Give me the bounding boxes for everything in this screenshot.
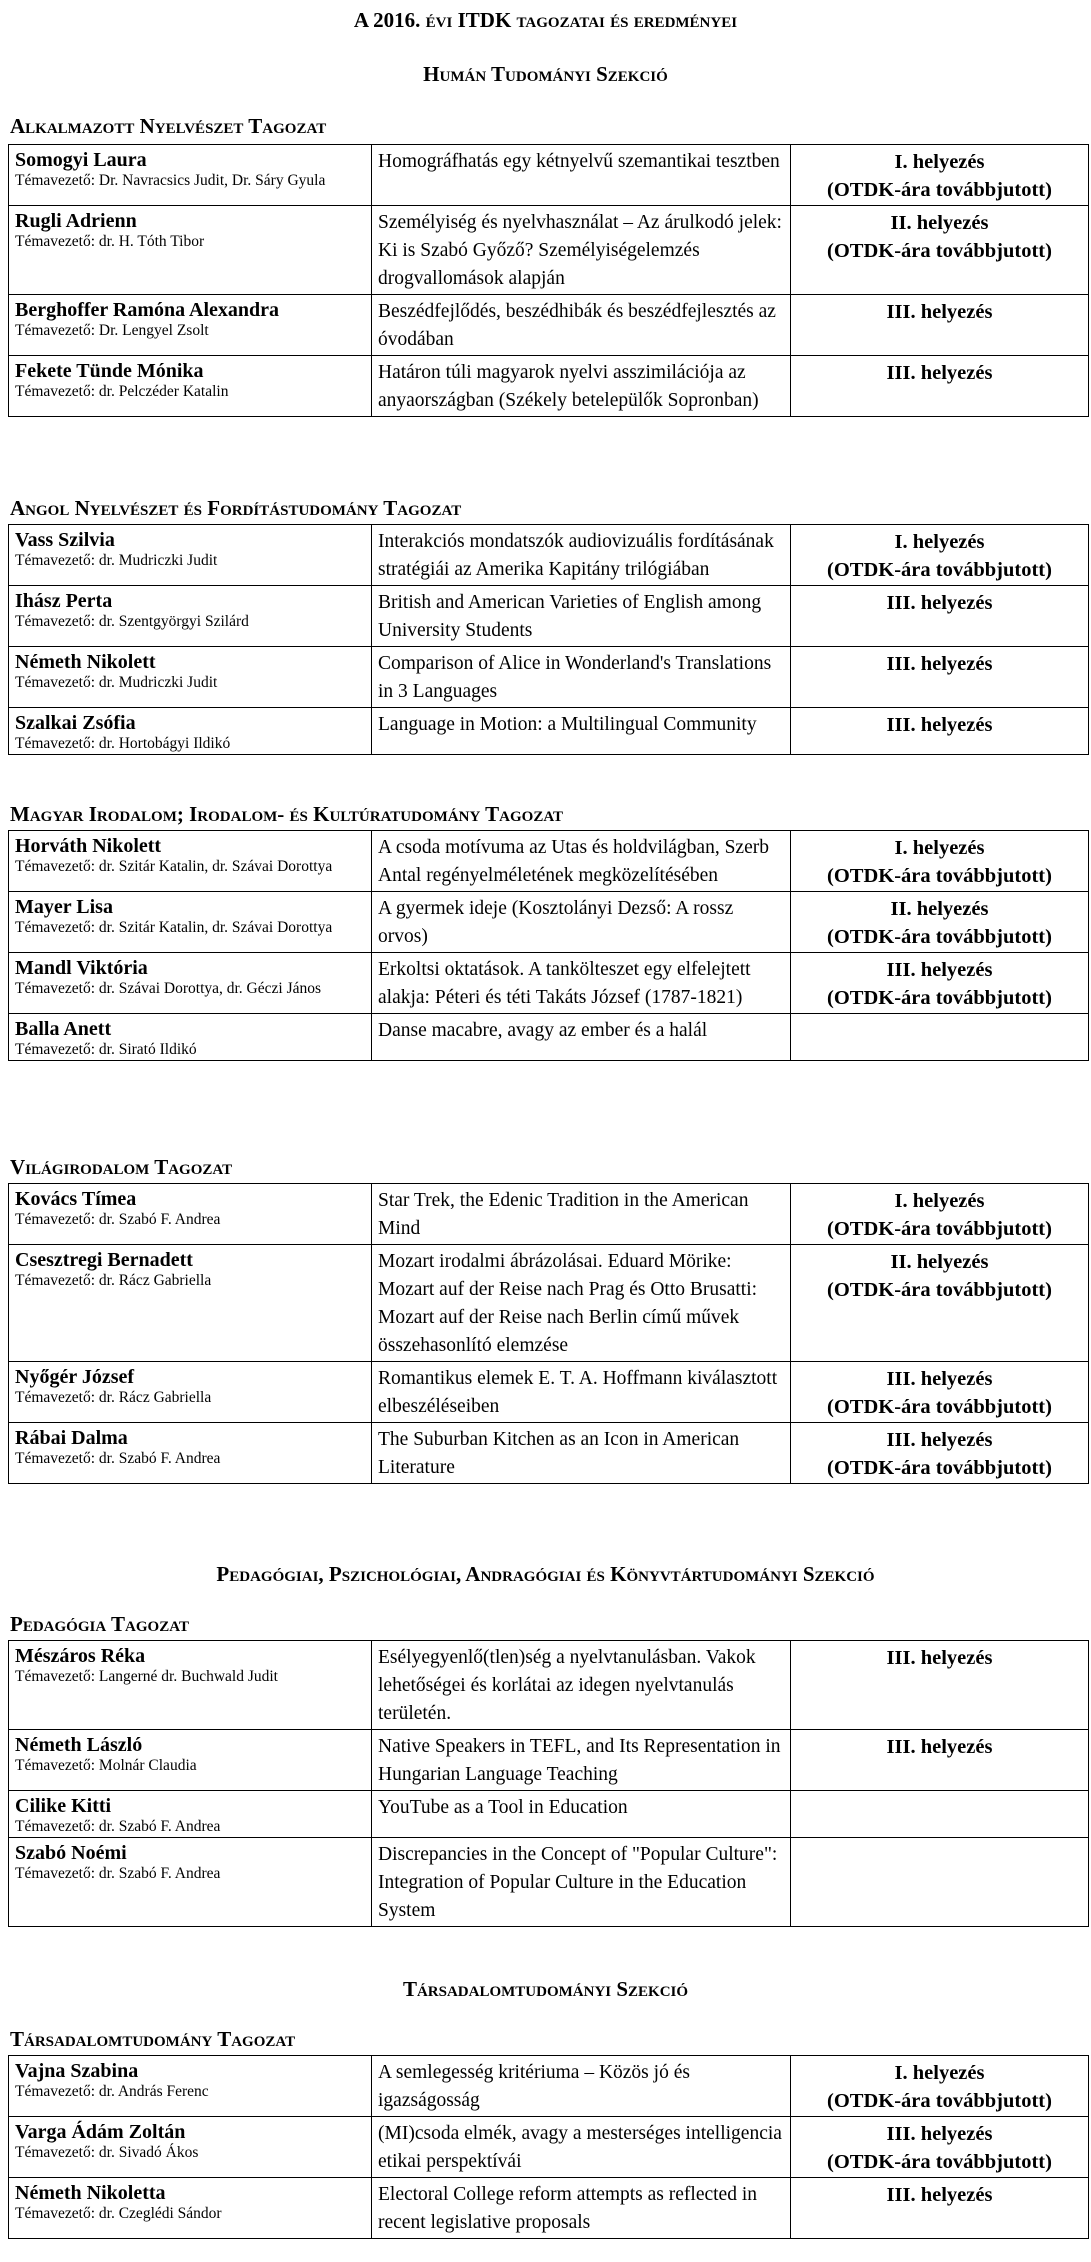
supervisor-text: Témavezető: dr. Szentgyörgyi Szilárd bbox=[15, 613, 249, 630]
otdk-note: (OTDK-ára továbbjutott) bbox=[827, 179, 1052, 201]
placement-text: III. helyezés bbox=[886, 362, 993, 384]
thesis-title: Star Trek, the Edenic Tradition in the American Mind bbox=[372, 1184, 791, 1245]
thesis-title: Language in Motion: a Multilingual Community bbox=[372, 708, 791, 755]
student-cell bbox=[9, 525, 372, 586]
student-name: Horváth Nikolett bbox=[15, 835, 162, 857]
table-row bbox=[9, 1184, 1089, 1245]
otdk-note: (OTDK-ára továbbjutott) bbox=[827, 1457, 1052, 1479]
result-cell bbox=[791, 1730, 1089, 1791]
thesis-title: Romantikus elemek E. T. A. Hoffmann kiválasztott elbeszéléseiben bbox=[372, 1362, 791, 1423]
student-name: Rábai Dalma bbox=[15, 1427, 128, 1449]
result-cell bbox=[791, 1014, 1089, 1061]
result-cell bbox=[791, 1423, 1089, 1484]
student-name: Mayer Lisa bbox=[15, 896, 113, 918]
otdk-note: (OTDK-ára továbbjutott) bbox=[827, 1218, 1052, 1240]
student-cell bbox=[9, 1184, 372, 1245]
placement-text: III. helyezés bbox=[886, 1429, 993, 1451]
results-table-hungarian-literature bbox=[8, 830, 1089, 1061]
student-cell bbox=[9, 1014, 372, 1061]
division-heading-social-science: Társadalomtudomány Tagozat bbox=[10, 2027, 296, 2051]
thesis-title: Esélyegyenlő(tlen)ség a nyelvtanulásban. Vakok lehetőségei és korlátai az idegen nyelvtanulás területén. bbox=[372, 1641, 791, 1730]
placement-text: I. helyezés bbox=[894, 151, 985, 173]
table-row bbox=[9, 525, 1089, 586]
section-heading-social: Társadalomtudományi Szekció bbox=[402, 1977, 689, 2001]
result-cell bbox=[791, 892, 1089, 953]
supervisor-text: Témavezető: dr. Szabó F. Andrea bbox=[15, 1211, 221, 1228]
result-cell bbox=[791, 953, 1089, 1014]
placement-text: III. helyezés bbox=[886, 653, 993, 675]
supervisor-text: Témavezető: dr. Szitár Katalin, dr. Szávai Dorottya bbox=[15, 919, 333, 936]
table-row bbox=[9, 2178, 1089, 2239]
otdk-note: (OTDK-ára továbbjutott) bbox=[827, 1396, 1052, 1418]
student-name: Balla Anett bbox=[15, 1018, 112, 1040]
result-cell bbox=[791, 356, 1089, 417]
result-cell bbox=[791, 2056, 1089, 2117]
division-heading-applied-linguistics: Alkalmazott Nyelvészet Tagozat bbox=[10, 114, 327, 138]
student-cell bbox=[9, 2178, 372, 2239]
supervisor-text: Témavezető: dr. Szávai Dorottya, dr. Géczi János bbox=[15, 980, 322, 997]
division-heading-world-literature: Világirodalom Tagozat bbox=[10, 1155, 233, 1179]
results-table-social-science bbox=[8, 2055, 1089, 2239]
results-table-pedagogy bbox=[8, 1640, 1089, 1927]
table-row bbox=[9, 892, 1089, 953]
result-cell bbox=[791, 1791, 1089, 1838]
otdk-note: (OTDK-ára továbbjutott) bbox=[827, 926, 1052, 948]
student-name: Szabó Noémi bbox=[15, 1842, 127, 1864]
table-row bbox=[9, 356, 1089, 417]
supervisor-text: Témavezető: dr. Sivadó Ákos bbox=[15, 2144, 199, 2161]
otdk-note: (OTDK-ára továbbjutott) bbox=[827, 2090, 1052, 2112]
student-cell bbox=[9, 647, 372, 708]
student-cell bbox=[9, 586, 372, 647]
thesis-title: Comparison of Alice in Wonderland's Translations in 3 Languages bbox=[372, 647, 791, 708]
thesis-title: The Suburban Kitchen as an Icon in American Literature bbox=[372, 1423, 791, 1484]
student-cell bbox=[9, 206, 372, 295]
table-row bbox=[9, 953, 1089, 1014]
table-row bbox=[9, 1641, 1089, 1730]
thesis-title: Mozart irodalmi ábrázolásai. Eduard Mörike: Mozart auf der Reise nach Prag és Otto Brusatti: Mozart auf der Reise nach Berlin című művek összehasonlító elemzése bbox=[372, 1245, 791, 1362]
table-row bbox=[9, 1730, 1089, 1791]
document-title: A 2016. évi ITDK tagozatai és eredményei bbox=[353, 8, 738, 32]
result-cell bbox=[791, 647, 1089, 708]
supervisor-text: Témavezető: dr. Czeglédi Sándor bbox=[15, 2205, 222, 2222]
thesis-title: Electoral College reform attempts as reflected in recent legislative proposals bbox=[372, 2178, 791, 2239]
table-row bbox=[9, 831, 1089, 892]
otdk-note: (OTDK-ára továbbjutott) bbox=[827, 2151, 1052, 2173]
table-row bbox=[9, 1245, 1089, 1362]
student-name: Varga Ádám Zoltán bbox=[15, 2121, 186, 2143]
placement-text: III. helyezés bbox=[886, 301, 993, 323]
table-row bbox=[9, 295, 1089, 356]
supervisor-text: Témavezető: dr. Szabó F. Andrea bbox=[15, 1450, 221, 1467]
result-cell bbox=[791, 708, 1089, 755]
thesis-title: YouTube as a Tool in Education bbox=[372, 1791, 791, 1838]
supervisor-text: Témavezető: Dr. Lengyel Zsolt bbox=[15, 322, 209, 339]
otdk-note: (OTDK-ára továbbjutott) bbox=[827, 559, 1052, 581]
student-cell bbox=[9, 1730, 372, 1791]
result-cell bbox=[791, 1641, 1089, 1730]
placement-text: III. helyezés bbox=[886, 714, 993, 736]
student-name: Berghoffer Ramóna Alexandra bbox=[15, 299, 280, 321]
student-cell bbox=[9, 1838, 372, 1927]
thesis-title: Discrepancies in the Concept of "Popular Culture": Integration of Popular Culture in the Education System bbox=[372, 1838, 791, 1927]
result-cell bbox=[791, 1184, 1089, 1245]
table-row bbox=[9, 2056, 1089, 2117]
student-name: Németh Nikoletta bbox=[15, 2182, 166, 2204]
supervisor-text: Témavezető: Dr. Navracsics Judit, Dr. Sáry Gyula bbox=[15, 172, 326, 189]
student-cell bbox=[9, 1245, 372, 1362]
student-name: Nyőgér József bbox=[15, 1366, 135, 1388]
table-row bbox=[9, 1014, 1089, 1061]
student-cell bbox=[9, 1641, 372, 1730]
student-cell bbox=[9, 1362, 372, 1423]
supervisor-text: Témavezető: dr. Pelczéder Katalin bbox=[15, 383, 229, 400]
placement-text: III. helyezés bbox=[886, 1647, 993, 1669]
otdk-note: (OTDK-ára továbbjutott) bbox=[827, 865, 1052, 887]
table-row bbox=[9, 1423, 1089, 1484]
thesis-title: A csoda motívuma az Utas és holdvilágban, Szerb Antal regényelméletének megközelítésében bbox=[372, 831, 791, 892]
student-name: Szalkai Zsófia bbox=[15, 712, 136, 734]
placement-text: II. helyezés bbox=[890, 212, 989, 234]
student-cell bbox=[9, 145, 372, 206]
supervisor-text: Témavezető: dr. Hortobágyi Ildikó bbox=[15, 735, 231, 752]
table-row bbox=[9, 1838, 1089, 1927]
student-cell bbox=[9, 831, 372, 892]
placement-text: III. helyezés bbox=[886, 1736, 993, 1758]
student-cell bbox=[9, 892, 372, 953]
result-cell bbox=[791, 1838, 1089, 1927]
result-cell bbox=[791, 295, 1089, 356]
division-heading-english-linguistics: Angol Nyelvészet és Fordítástudomány Tagozat bbox=[10, 496, 462, 520]
result-cell bbox=[791, 145, 1089, 206]
otdk-note: (OTDK-ára továbbjutott) bbox=[827, 240, 1052, 262]
placement-text: I. helyezés bbox=[894, 837, 985, 859]
thesis-title: (MI)csoda elmék, avagy a mesterséges intelligencia etikai perspektívái bbox=[372, 2117, 791, 2178]
placement-text: III. helyezés bbox=[886, 1368, 993, 1390]
student-name: Németh László bbox=[15, 1734, 143, 1756]
supervisor-text: Témavezető: dr. Mudriczki Judit bbox=[15, 674, 218, 691]
supervisor-text: Témavezető: Molnár Claudia bbox=[15, 1757, 197, 1774]
table-row bbox=[9, 586, 1089, 647]
supervisor-text: Témavezető: dr. Sirató Ildikó bbox=[15, 1041, 197, 1058]
student-cell bbox=[9, 2056, 372, 2117]
thesis-title: Beszédfejlődés, beszédhibák és beszédfejlesztés az óvodában bbox=[372, 295, 791, 356]
supervisor-text: Témavezető: dr. András Ferenc bbox=[15, 2083, 209, 2100]
table-row bbox=[9, 708, 1089, 755]
section-heading-pedagogy: Pedagógiai, Pszichológiai, Andragógiai és Könyvtártudományi Szekció bbox=[216, 1562, 875, 1586]
table-row bbox=[9, 2117, 1089, 2178]
results-table-world-literature bbox=[8, 1183, 1089, 1484]
supervisor-text: Témavezető: dr. H. Tóth Tibor bbox=[15, 233, 205, 250]
supervisor-text: Témavezető: dr. Szabó F. Andrea bbox=[15, 1818, 221, 1835]
student-name: Rugli Adrienn bbox=[15, 210, 137, 232]
thesis-title: Interakciós mondatszók audiovizuális fordításának stratégiái az Amerika Kapitány trilógiában bbox=[372, 525, 791, 586]
result-cell bbox=[791, 586, 1089, 647]
thesis-title: Danse macabre, avagy az ember és a halál bbox=[372, 1014, 791, 1061]
student-name: Kovács Tímea bbox=[15, 1188, 137, 1210]
supervisor-text: Témavezető: dr. Rácz Gabriella bbox=[15, 1389, 212, 1406]
result-cell bbox=[791, 2178, 1089, 2239]
placement-text: III. helyezés bbox=[886, 2184, 993, 2206]
thesis-title: Határon túli magyarok nyelvi asszimilációja az anyaországban (Székely betelepülők Sopronban) bbox=[372, 356, 791, 417]
result-cell bbox=[791, 1245, 1089, 1362]
student-name: Fekete Tünde Mónika bbox=[15, 360, 204, 382]
supervisor-text: Témavezető: dr. Szabó F. Andrea bbox=[15, 1865, 221, 1882]
table-row bbox=[9, 1791, 1089, 1838]
placement-text: I. helyezés bbox=[894, 531, 985, 553]
student-name: Ihász Perta bbox=[15, 590, 113, 612]
supervisor-text: Témavezető: dr. Mudriczki Judit bbox=[15, 552, 218, 569]
division-heading-pedagogy: Pedagógia Tagozat bbox=[10, 1612, 189, 1636]
division-heading-hungarian-literature: Magyar Irodalom; Irodalom- és Kultúratudomány Tagozat bbox=[10, 802, 564, 826]
otdk-note: (OTDK-ára továbbjutott) bbox=[827, 987, 1052, 1009]
student-name: Mandl Viktória bbox=[15, 957, 148, 979]
student-name: Vajna Szabina bbox=[15, 2060, 139, 2082]
student-cell bbox=[9, 1423, 372, 1484]
otdk-note: (OTDK-ára továbbjutott) bbox=[827, 1279, 1052, 1301]
placement-text: III. helyezés bbox=[886, 959, 993, 981]
thesis-title: A semlegesség kritériuma – Közös jó és igazságosság bbox=[372, 2056, 791, 2117]
student-cell bbox=[9, 356, 372, 417]
results-table-english-linguistics bbox=[8, 524, 1089, 755]
student-cell bbox=[9, 953, 372, 1014]
thesis-title: A gyermek ideje (Kosztolányi Dezső: A rossz orvos) bbox=[372, 892, 791, 953]
student-name: Csesztregi Bernadett bbox=[15, 1249, 193, 1271]
placement-text: III. helyezés bbox=[886, 592, 993, 614]
placement-text: II. helyezés bbox=[890, 898, 989, 920]
placement-text: II. helyezés bbox=[890, 1251, 989, 1273]
result-cell bbox=[791, 1362, 1089, 1423]
table-row bbox=[9, 1362, 1089, 1423]
placement-text: I. helyezés bbox=[894, 2062, 985, 2084]
table-row bbox=[9, 647, 1089, 708]
section-heading-human: Humán Tudományi Szekció bbox=[423, 62, 668, 86]
student-name: Cilike Kitti bbox=[15, 1795, 112, 1817]
result-cell bbox=[791, 525, 1089, 586]
supervisor-text: Témavezető: dr. Szitár Katalin, dr. Szávai Dorottya bbox=[15, 858, 333, 875]
result-cell bbox=[791, 831, 1089, 892]
thesis-title: Homográfhatás egy kétnyelvű szemantikai tesztben bbox=[372, 145, 791, 206]
student-cell bbox=[9, 295, 372, 356]
thesis-title: British and American Varieties of English among University Students bbox=[372, 586, 791, 647]
thesis-title: Személyiség és nyelvhasználat – Az árulkodó jelek: Ki is Szabó Győző? Személyiségelemzés drogvallomások alapján bbox=[372, 206, 791, 295]
result-cell bbox=[791, 2117, 1089, 2178]
student-name: Mészáros Réka bbox=[15, 1645, 146, 1667]
thesis-title: Native Speakers in TEFL, and Its Representation in Hungarian Language Teaching bbox=[372, 1730, 791, 1791]
student-name: Németh Nikolett bbox=[15, 651, 156, 673]
placement-text: I. helyezés bbox=[894, 1190, 985, 1212]
result-cell bbox=[791, 206, 1089, 295]
table-row bbox=[9, 206, 1089, 295]
student-name: Somogyi Laura bbox=[15, 149, 147, 171]
supervisor-text: Témavezető: dr. Rácz Gabriella bbox=[15, 1272, 212, 1289]
thesis-title: Erkoltsi oktatások. A tankölteszet egy elfelejtett alakja: Péteri és téti Takáts József (1787-1821) bbox=[372, 953, 791, 1014]
supervisor-text: Témavezető: Langerné dr. Buchwald Judit bbox=[15, 1668, 278, 1685]
student-name: Vass Szilvia bbox=[15, 529, 115, 551]
table-row bbox=[9, 145, 1089, 206]
student-cell bbox=[9, 1791, 372, 1838]
student-cell bbox=[9, 708, 372, 755]
placement-text: III. helyezés bbox=[886, 2123, 993, 2145]
results-table-applied-linguistics bbox=[8, 144, 1089, 417]
student-cell bbox=[9, 2117, 372, 2178]
